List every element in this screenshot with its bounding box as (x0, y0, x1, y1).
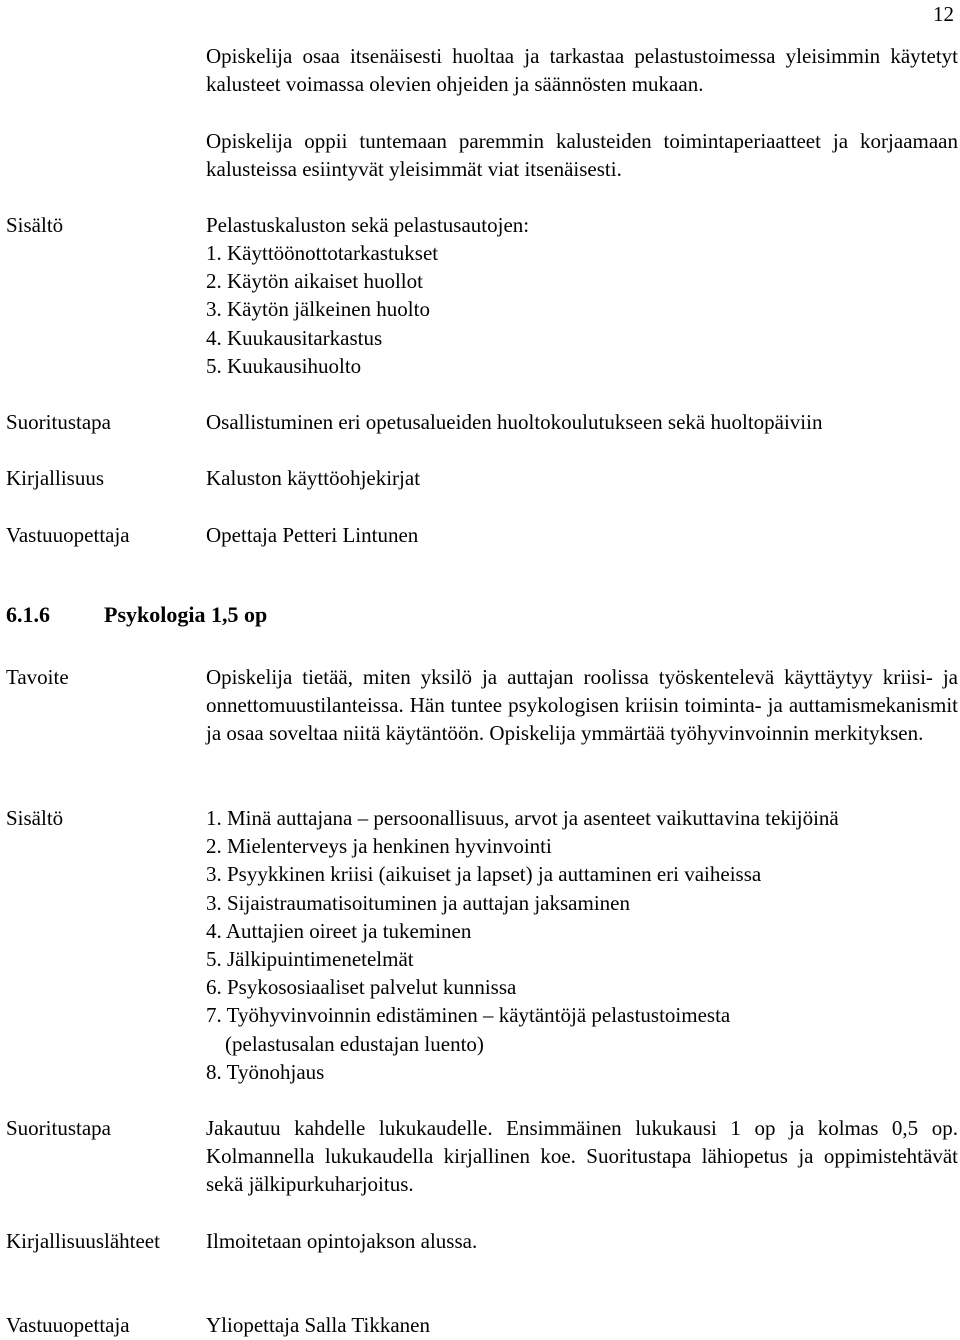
kirjallisuuslahteet-label: Kirjallisuuslähteet (6, 1229, 160, 1253)
list-item: (pelastusalan edustajan luento) (225, 1031, 484, 1056)
list-item: 3. Sijaistraumatisoituminen ja auttajan jaksaminen (206, 890, 630, 915)
sisalto-list-1 (206, 239, 438, 380)
section-number: 6.1.6 (6, 602, 50, 627)
page-number: 12 (933, 2, 954, 26)
vastuuopettaja-text-2: Yliopettaja Salla Tikkanen (206, 1313, 430, 1337)
list-item: 2. Mielenterveys ja henkinen hyvinvointi (206, 834, 552, 859)
list-item: 2. Käytön aikaiset huollot (206, 269, 423, 294)
sisalto-list-2 (206, 804, 839, 1086)
sisalto-label-2: Sisältö (6, 806, 64, 830)
list-item: 1. Käyttöönottotarkastukset (206, 241, 439, 265)
list-item: 4. Auttajien oireet ja tukeminen (206, 918, 472, 943)
section-heading (6, 601, 267, 629)
kirjallisuuslahteet-text: Ilmoitetaan opintojakson alussa. (206, 1229, 478, 1253)
suoritustapa-label-1: Suoritustapa (6, 410, 111, 434)
list-item: 5. Jälkipuintimenetelmät (206, 947, 414, 972)
list-item: 3. Psyykkinen kriisi (aikuiset ja lapset) ja auttaminen eri vaiheissa (206, 862, 762, 887)
intro-paragraph-2: Opiskelija oppii tuntemaan paremmin kalusteiden toimintaperiaatteet ja korjaamaan kalusteissa esiintyvät yleisimmät viat itsenäisesti. (206, 129, 958, 182)
section-title: Psykologia 1,5 op (104, 602, 268, 627)
tavoite-label: Tavoite (6, 665, 69, 689)
vastuuopettaja-text-1: Opettaja Petteri Lintunen (206, 523, 419, 547)
suoritustapa-text-1: Osallistuminen eri opetusalueiden huoltokoulutukseen sekä huoltopäiviin (206, 410, 823, 434)
kirjallisuus-text: Kaluston käyttöohjekirjat (206, 466, 421, 490)
suoritustapa-text-2: Jakautuu kahdelle lukukaudelle. Ensimmäinen lukukausi 1 op ja kolmas 0,5 op. Kolmannella lukukaudella kirjallinen koe. Suoritustapa lähiopetus ja oppimistehtävät sekä jälkipurkuharjoitus. (206, 1116, 958, 1197)
list-item: 7. Työhyvinvoinnin edistäminen – käytäntöjä pelastustoimesta (206, 1003, 731, 1028)
list-item: 3. Käytön jälkeinen huolto (206, 297, 430, 322)
list-item: 6. Psykososiaaliset palvelut kunnissa (206, 975, 517, 1000)
sisalto-label-1: Sisältö (6, 213, 64, 237)
list-item: 4. Kuukausitarkastus (206, 325, 383, 350)
list-item: 1. Minä auttajana – persoonallisuus, arvot ja asenteet vaikuttavina tekijöinä (206, 806, 839, 830)
suoritustapa-label-2: Suoritustapa (6, 1116, 111, 1140)
tavoite-text: Opiskelija tietää, miten yksilö ja auttajan roolissa työskentelevä käyttäytyy kriisi- ja onnettomuustilanteissa. Hän tuntee psykologisen kriisin toiminta- ja auttamismekanismit ja osaa soveltaa niitä käytäntöön. Opiskelija ymmärtää työhyvinvoinnin merkityksen. (206, 665, 958, 746)
intro-paragraph-1: Opiskelija osaa itsenäisesti huoltaa ja tarkastaa pelastustoimessa yleisimmin käytetyt kalusteet voimassa olevien ohjeiden ja säännösten mukaan. (206, 44, 958, 97)
vastuuopettaja-label-2: Vastuuopettaja (6, 1313, 130, 1337)
list-item: 8. Työnohjaus (206, 1059, 325, 1084)
kirjallisuus-label: Kirjallisuus (6, 466, 104, 490)
vastuuopettaja-label-1: Vastuuopettaja (6, 523, 130, 547)
sisalto-heading-1: Pelastuskaluston sekä pelastusautojen: (206, 213, 530, 237)
list-item: 5. Kuukausihuolto (206, 353, 362, 378)
